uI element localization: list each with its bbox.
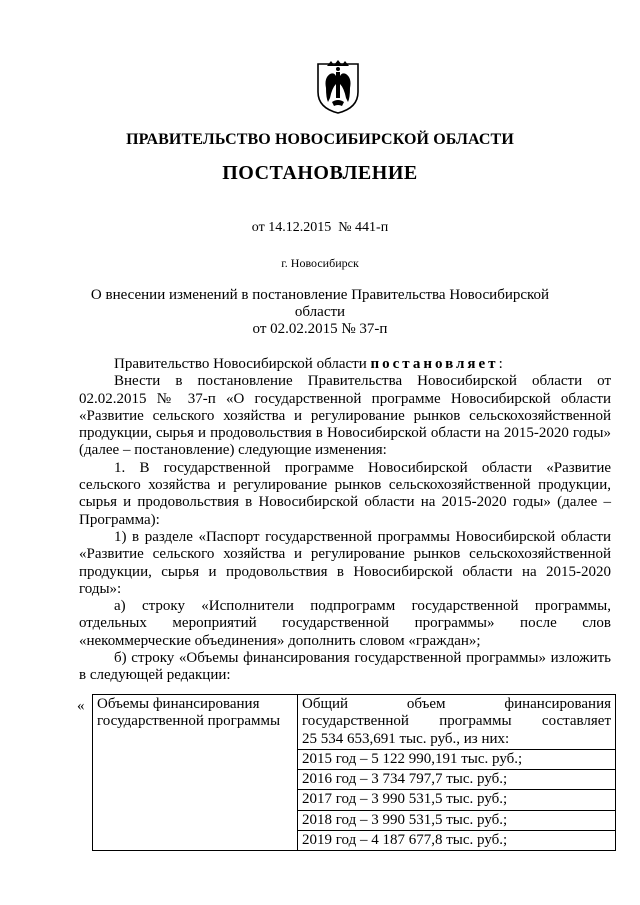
paragraph-item-1: 1. В государственной программе Новосибирской области «Развитие сельского хозяйства и регулирование рынков сельскохозяйственной продукции, сырья и продовольствия в Новосибирской области на 2015-2020 годы» (далее – Программа): (79, 459, 611, 528)
financing-year-2016: 2016 год – 3 734 797,7 тыс. руб.; (298, 770, 615, 790)
financing-year-2019: 2019 год – 4 187 677,8 тыс. руб.; (302, 832, 508, 849)
financing-label-cell: Объемы финансирования государственной программы (93, 695, 298, 851)
document-city: г. Новосибирск (281, 256, 359, 270)
subject-line-1: О внесении изменений в постановление Правительства Новосибирской области (90, 287, 550, 320)
subject-line-2: от 02.02.2015 № 37-п (252, 321, 388, 337)
paragraph-subitem-a: а) строку «Исполнители подпрограмм государственной программы, отдельных мероприятий государственной программы» после слов «некоммерческие объединения» дополнить словом «граждан»; (79, 598, 611, 649)
organization-title: ПРАВИТЕЛЬСТВО НОВОСИБИРСКОЙ ОБЛАСТИ (126, 131, 514, 148)
financing-total (298, 695, 615, 750)
intro-lead: Правительство Новосибирской области (114, 356, 371, 372)
resolution-intro (79, 356, 611, 373)
financing-values-list (298, 695, 615, 850)
paragraph-subitem-b: б) строку «Объемы финансирования государственной программы» изложить в следующей редакции: (79, 650, 611, 684)
document-type-heading: ПОСТАНОВЛЕНИЕ (222, 162, 418, 184)
financing-table (92, 694, 616, 851)
intro-decree-word: постановляет (370, 356, 499, 372)
total-line-2: государственной программы составляет (302, 713, 611, 730)
financing-year-2018: 2018 год – 3 990 531,5 тыс. руб.; (298, 811, 615, 831)
table-row (93, 695, 616, 851)
paragraph-subitem-1: 1) в разделе «Паспорт государственной программы Новосибирской области «Развитие сельского хозяйства и регулирование рынков сельскохозяйственной продукции, сырья и продовольствия в Новосибирской области на 2015-2020 годы»: (79, 528, 611, 597)
financing-year-2015: 2015 год – 5 122 990,191 тыс. руб.; (298, 750, 615, 770)
paragraph-amend: Внести в постановление Правительства Новосибирской области от 02.02.2015 № 37-п «О государственной программе Новосибирской области «Развитие сельского хозяйства и регулирование рынков сельскохозяйственной продукции, сырья и продовольствия в Новосибирской области на 2015-2020 годы» (далее – постановление) следующие изменения: (79, 373, 611, 459)
financing-year-2017: 2017 год – 3 990 531,5 тыс. руб.; (298, 790, 615, 810)
opening-quote-mark: « (77, 698, 85, 714)
intro-tail: : (498, 356, 503, 372)
coat-of-arms-icon (314, 58, 362, 114)
document-date-number: от 14.12.2015 № 441-п (251, 220, 389, 235)
document-subject (80, 287, 560, 338)
total-line-3: 25 534 653,691 тыс. руб., из них: (302, 730, 510, 747)
total-line-1: Общий объем финансирования (302, 696, 611, 712)
financing-values-cell (298, 695, 616, 851)
document-body (79, 356, 611, 685)
